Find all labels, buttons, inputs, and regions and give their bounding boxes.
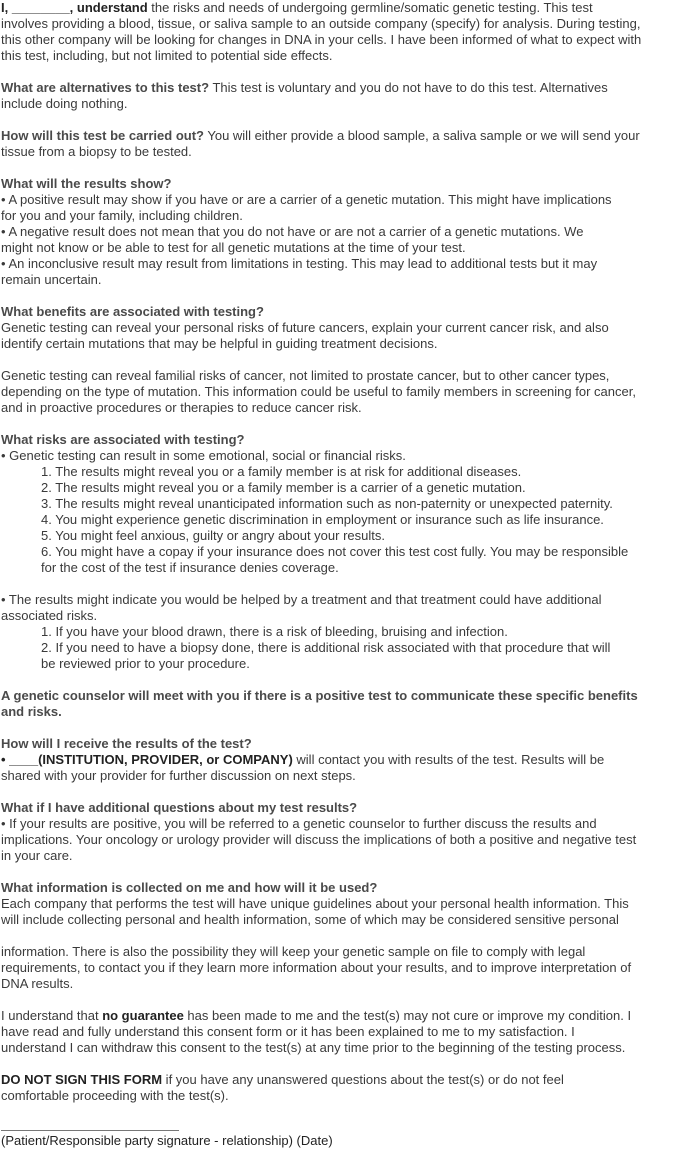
alternatives-line-1 <box>1 80 685 96</box>
results-line-2: for you and your family, including children. <box>1 208 243 223</box>
guarantee-line-2: have read and fully understand this consent form or it has been explained to me to my satisfaction. I <box>1 1024 575 1039</box>
guarantee-line-3: understand I can withdraw this consent to the test(s) at any time prior to the beginning of the testing process. <box>1 1040 626 1055</box>
intro-line-1 <box>1 0 685 16</box>
signature-label: (Patient/Responsible party signature - relationship) (Date) <box>1 1133 333 1148</box>
receive-heading: How will I receive the results of the test? <box>1 736 252 751</box>
risks-list1-item: 4. You might experience genetic discrimination in employment or insurance such as life insurance. <box>41 512 604 527</box>
risks-list1-item: 3. The results might reveal unanticipated information such as non-paternity or unexpected paternity. <box>41 496 613 511</box>
information-p1-line-2: will include collecting personal and health information, some of which may be considered sensitive personal <box>1 912 619 927</box>
information-p2-line-3: DNA results. <box>1 976 74 991</box>
donotsign-bold: DO NOT SIGN THIS FORM <box>1 1072 163 1087</box>
results-line-4: might not know or be able to test for all genetic mutations at the time of your test. <box>1 240 466 255</box>
counselor-line-2: and risks. <box>1 704 62 719</box>
information-p1-line-1: Each company that performs the test will have unique guidelines about your personal health information. This <box>1 896 629 911</box>
intro-line-3: this other company will be looking for changes in DNA in your cells. I have been informed of what to expect with <box>1 32 642 47</box>
results-heading: What will the results show? <box>1 176 172 191</box>
procedure-heading: How will this test be carried out? <box>1 128 204 143</box>
intro-line-2: involves providing a blood, tissue, or saliva sample to an outside company (specify) for analysis. During testing, <box>1 16 641 31</box>
risks-list1-item: 2. The results might reveal you or a family member is a carrier of a genetic mutation. <box>41 480 526 495</box>
guarantee-line-1 <box>1 1008 685 1024</box>
benefits-p1-line-1: Genetic testing can reveal your personal risks of future cancers, explain your current cancer risk, and also <box>1 320 609 335</box>
alternatives-line-2: include doing nothing. <box>1 96 128 111</box>
information-p2-line-1: information. There is also the possibility they will keep your genetic sample on file to comply with legal <box>1 944 586 959</box>
benefits-p1-line-2: identify certain mutations that may be helpful in guiding treatment decisions. <box>1 336 438 351</box>
alternatives-text: This test is voluntary and you do not have to do this test. Alternatives <box>209 80 608 95</box>
results-line-6: remain uncertain. <box>1 272 102 287</box>
benefits-p2-line-3: and in proactive procedures or therapies to reduce cancer risk. <box>1 400 362 415</box>
questions-line-2: implications. Your oncology or urology provider will discuss the implications of both a positive and negative test <box>1 832 637 847</box>
guarantee-bold: no guarantee <box>102 1008 184 1023</box>
questions-heading: What if I have additional questions about my test results? <box>1 800 358 815</box>
risks-list1-item: for the cost of the test if insurance denies coverage. <box>41 560 339 575</box>
donotsign-line-2: comfortable proceeding with the test(s). <box>1 1088 229 1103</box>
guarantee-pre: I understand that <box>1 1008 103 1023</box>
receive-line-2: shared with your provider for further discussion on next steps. <box>1 768 356 783</box>
intro-name-blank: I, ________, understand <box>1 0 148 15</box>
alternatives-heading: What are alternatives to this test? <box>1 80 210 95</box>
risks-bullet-2-line-2: associated risks. <box>1 608 98 623</box>
risks-list2-item: be reviewed prior to your procedure. <box>41 656 250 671</box>
donotsign-text: if you have any unanswered questions about the test(s) or do not feel <box>162 1072 564 1087</box>
questions-line-3: in your care. <box>1 848 73 863</box>
counselor-line-1: A genetic counselor will meet with you if there is a positive test to communicate these specific benefits <box>1 688 638 703</box>
receive-institution-blank: • ____(INSTITUTION, PROVIDER, or COMPANY) <box>1 752 293 767</box>
information-heading: What information is collected on me and how will it be used? <box>1 880 378 895</box>
donotsign-line-1 <box>1 1072 685 1088</box>
guarantee-text: has been made to me and the test(s) may not cure or improve my condition. I <box>183 1008 632 1023</box>
intro-text: the risks and needs of undergoing germline/somatic genetic testing. This test <box>147 0 593 15</box>
benefits-p2-line-1: Genetic testing can reveal familial risks of cancer, not limited to prostate cancer, but to other cancer types, <box>1 368 610 383</box>
procedure-line-2: tissue from a biopsy to be tested. <box>1 144 192 159</box>
risks-list1-item: 5. You might feel anxious, guilty or angry about your results. <box>41 528 385 543</box>
intro-line-4: this test, including, but not limited to potential side effects. <box>1 48 333 63</box>
risks-heading: What risks are associated with testing? <box>1 432 245 447</box>
procedure-line-1 <box>1 128 685 144</box>
risks-list2-item: 1. If you have your blood drawn, there is a risk of bleeding, bruising and infection. <box>41 624 508 639</box>
risks-list2-item: 2. If you need to have a biopsy done, there is additional risk associated with that procedure that will <box>41 640 611 655</box>
results-line-1: • A positive result may show if you have or are a carrier of a genetic mutation. This might have implications <box>1 192 612 207</box>
signature-line[interactable] <box>1 1130 179 1131</box>
results-line-5: • An inconclusive result may result from limitations in testing. This may lead to additional tests but it may <box>1 256 598 271</box>
benefits-p2-line-2: depending on the type of mutation. This information could be useful to family members in screening for cancer, <box>1 384 636 399</box>
risks-list1-item: 1. The results might reveal you or a family member is at risk for additional diseases. <box>41 464 522 479</box>
risks-bullet-1: • Genetic testing can result in some emotional, social or financial risks. <box>1 448 406 463</box>
information-p2-line-2: requirements, to contact you if they learn more information about your results, and to improve interpretation of <box>1 960 632 975</box>
benefits-heading: What benefits are associated with testing? <box>1 304 264 319</box>
results-line-3: • A negative result does not mean that you do not have or are not a carrier of a genetic mutations. We <box>1 224 584 239</box>
risks-list1-item: 6. You might have a copay if your insurance does not cover this test cost fully. You may be responsible <box>41 544 629 559</box>
risks-bullet-2-line-1: • The results might indicate you would be helped by a treatment and that treatment could have additional <box>1 592 602 607</box>
procedure-text: You will either provide a blood sample, a saliva sample or we will send your <box>203 128 640 143</box>
receive-text: will contact you with results of the test. Results will be <box>292 752 605 767</box>
questions-line-1: • If your results are positive, you will be referred to a genetic counselor to further discuss the results and <box>1 816 597 831</box>
receive-line-1 <box>1 752 685 768</box>
